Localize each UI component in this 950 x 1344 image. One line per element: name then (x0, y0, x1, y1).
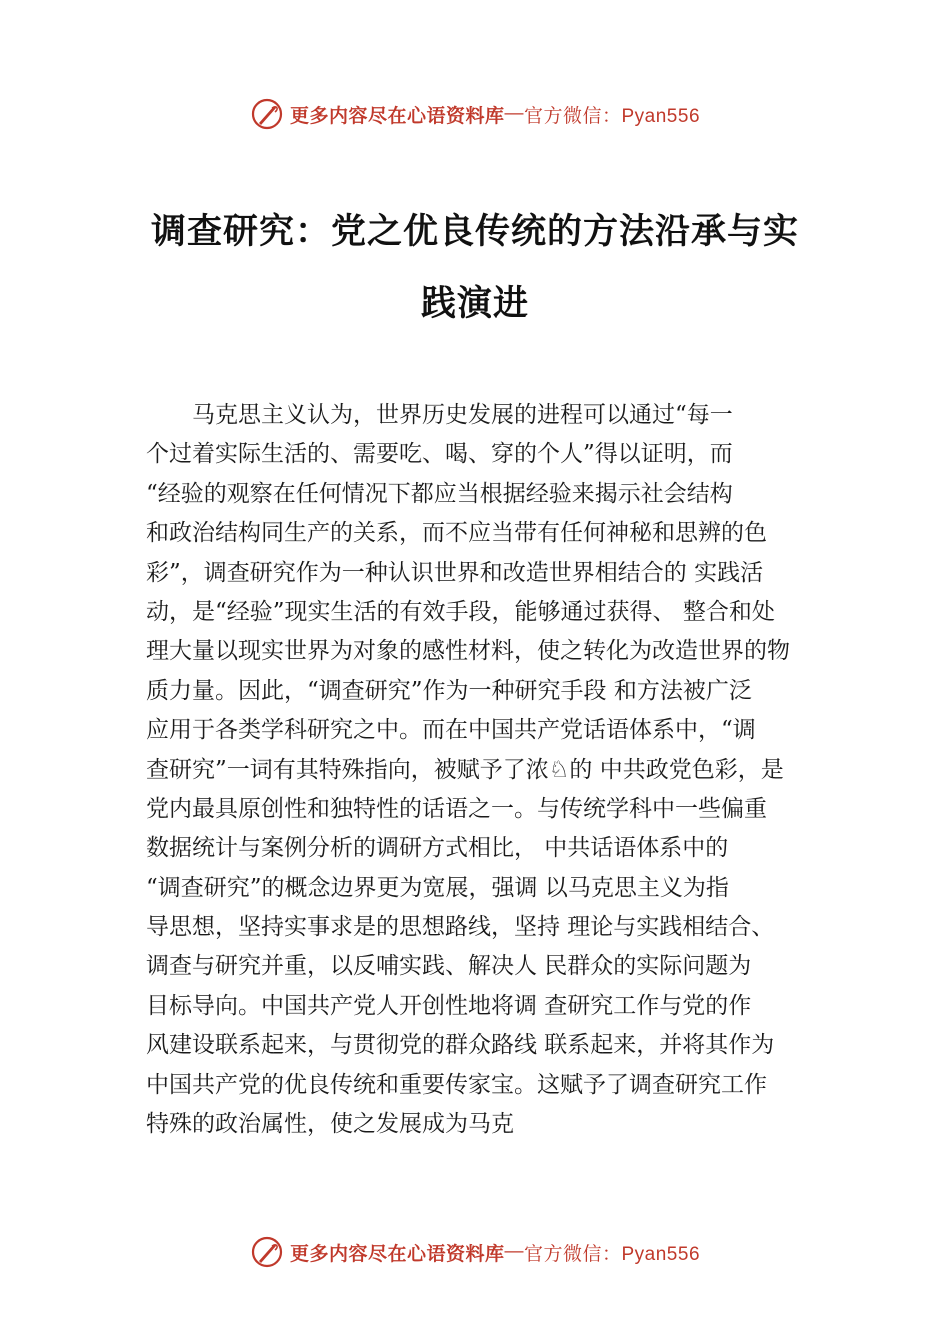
title-line: 践演进 (420, 283, 529, 324)
banner-wechat-text: 官方微信：Pyan556 (524, 1243, 701, 1265)
body-line: 马克思主义认为，世界历史发展的进程可以通过“每一 (146, 402, 733, 428)
body-line: 数据统计与案例分析的调研方式相比， 中共话语体系中的 (146, 835, 729, 862)
banner-dash: — (504, 103, 524, 124)
body-line: 质力量。因此，“调查研究”作为一种研究手段 和方法被广泛 (146, 677, 752, 704)
body-line: “经验的观察在任何情况下都应当根据经验来揭示社会结构 (146, 480, 733, 507)
body-line: 风建设联系起来，与贯彻党的群众路线 联系起来，并将其作为 (146, 1032, 775, 1059)
banner-site-text: 更多内容尽在心语资料库 (289, 104, 505, 127)
body-line: 应用于各类学科研究之中。而在中国共产党话语体系中，“调 (146, 717, 756, 744)
body-line: 调查与研究并重，以反哺实践、解决人 民群众的实际问题为 (146, 953, 752, 980)
banner-wechat-text: 官方微信：Pyan556 (524, 105, 701, 127)
quill-circle-icon (250, 97, 284, 131)
body-line: 特殊的政治属性，使之发展成为马克 (146, 1111, 514, 1138)
body-line: 党内最具原创性和独特性的话语之一。与传统学科中一些偏重 (146, 795, 767, 822)
banner-dash: — (504, 1241, 524, 1262)
body-line: 查研究”一词有其特殊指向，被赋予了浓♘的 中共政党色彩，是 (146, 756, 784, 783)
header-watermark-banner (0, 92, 950, 136)
quill-circle-icon (250, 1235, 284, 1269)
body-line: 目标导向。中国共产党人开创性地将调 查研究工作与党的作 (146, 992, 752, 1019)
body-line: 彩”，调查研究作为一种认识世界和改造世界相结合的 实践活 (146, 559, 764, 586)
title-line: 调查研究：党之优良传统的方法沿承与实 (150, 211, 799, 252)
footer-watermark-banner (0, 1230, 950, 1274)
document-body (146, 396, 836, 1144)
document-title (100, 196, 850, 340)
banner-site-text: 更多内容尽在心语资料库 (289, 1242, 505, 1265)
body-line: 动，是“经验”现实生活的有效手段，能够通过获得、 整合和处 (146, 598, 775, 625)
body-line: 个过着实际生活的、需要吃、喝、穿的个人”得以证明，而 (146, 441, 733, 468)
body-line: 理大量以现实世界为对象的感性材料，使之转化为改造世界的物 (146, 638, 790, 665)
body-line: 导思想，坚持实事求是的思想路线，坚持 理论与实践相结合、 (146, 914, 775, 941)
body-line: “调查研究”的概念边界更为宽展，强调 以马克思主义为指 (146, 874, 729, 901)
body-line: 中国共产党的优良传统和重要传家宝。这赋予了调查研究工作 (146, 1071, 767, 1098)
body-line: 和政治结构同生产的关系，而不应当带有任何神秘和思辨的色 (146, 520, 767, 547)
